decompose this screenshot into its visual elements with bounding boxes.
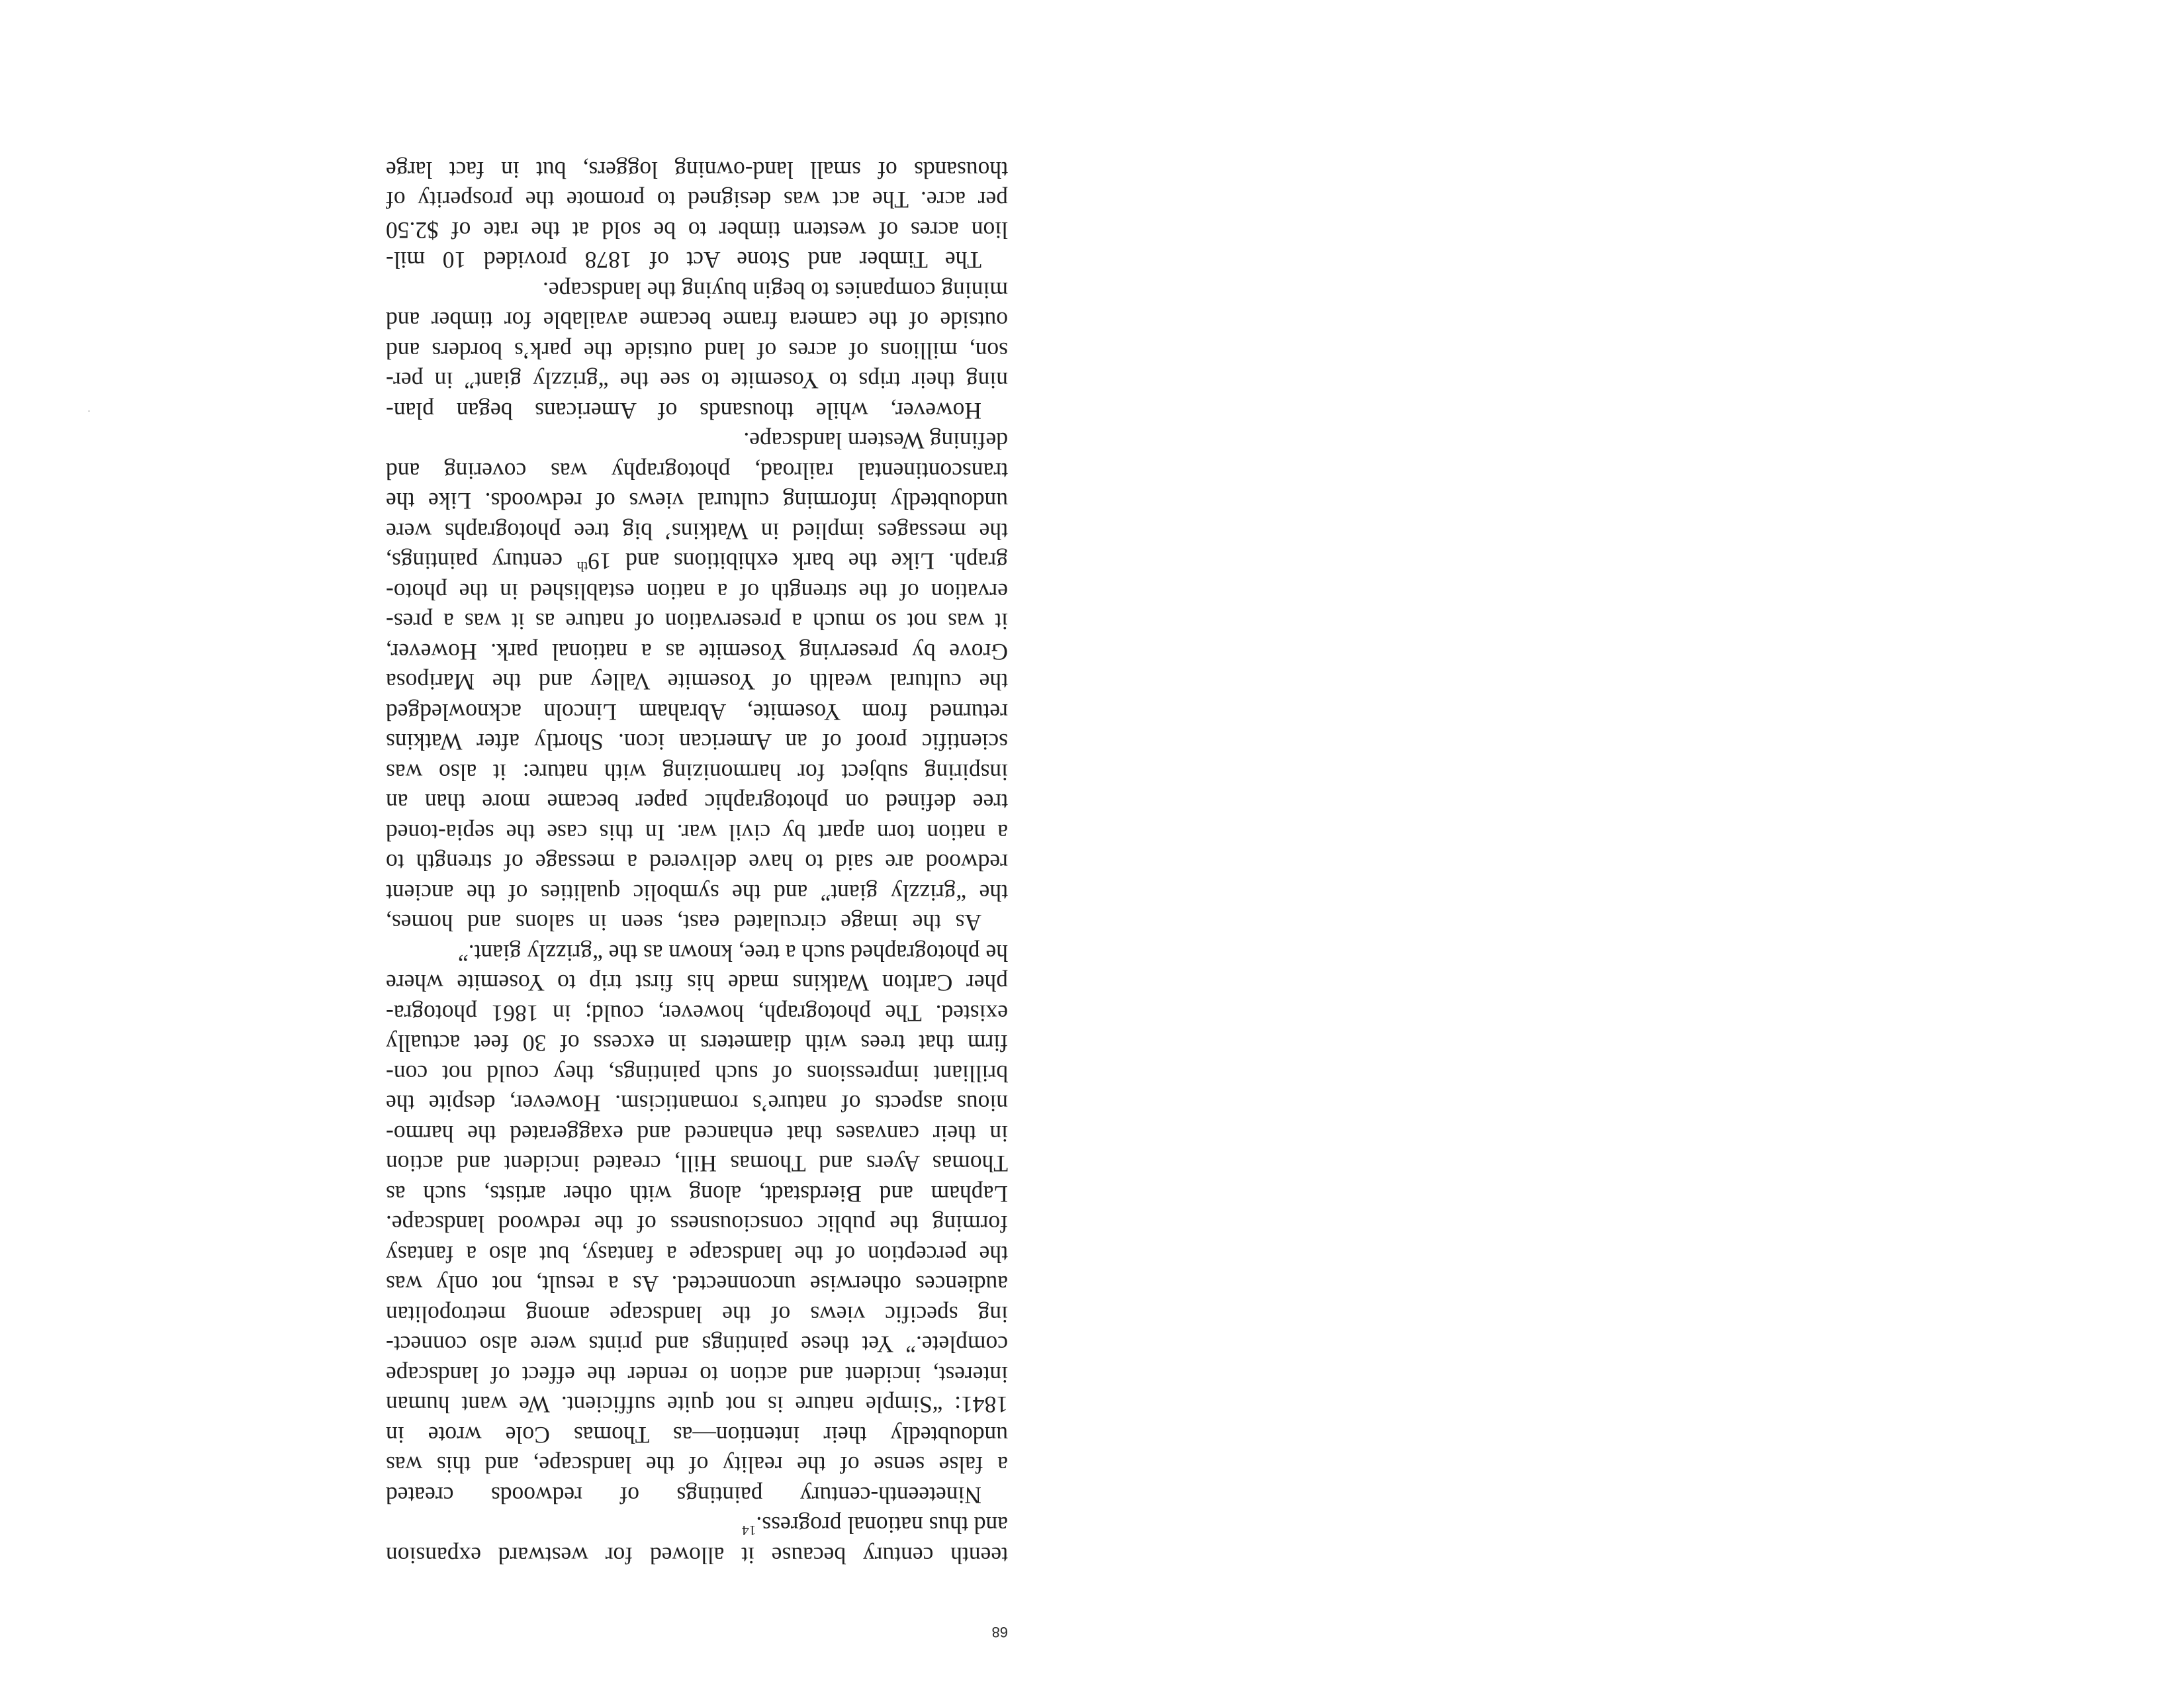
text-line: returned from Yosemite, Abraham Lincoln acknowledged [386, 699, 1008, 726]
text-line: transcontinental railroad, photography was covering and [386, 458, 1008, 485]
scan-speck [88, 410, 90, 412]
paragraph-start-line: Nineteenth-century paintings of redwoods created [386, 1482, 981, 1509]
text-line: defining Western landscape. [743, 428, 1008, 455]
text-line: per acre. The act was designed to promote the prosperity of [386, 187, 1008, 214]
text-line: tree defined on photographic paper became more than an [386, 789, 1008, 816]
text-line: the “grizzly giant” and the symbolic qualities of the ancient [386, 880, 1008, 906]
text-line: complete.” Yet these paintings and prints were also connect- [386, 1331, 1008, 1358]
text-line: outside of the camera frame became available for timber and [386, 307, 1008, 334]
text-line: it was not so much a preservation of nature as it was a pres- [386, 608, 1008, 635]
text-line: scientific proof of an American icon. Shortly after Watkins [386, 729, 1008, 756]
paragraph-start-line: However, while thousands of Americans began plan- [386, 398, 981, 424]
text-line: redwood are said to have delivered a message of strength to [386, 849, 1008, 876]
page-number: 68 [991, 1624, 1008, 1640]
text-line: pher Carlton Watkins made his first trip to Yosemite where [386, 970, 1008, 997]
text-line-tail: century paintings, [386, 548, 577, 575]
text-line: existed. The photograph, however, could; in 1861 photogra- [386, 1000, 1008, 1027]
text-line: undoubtedly informing cultural views of redwoods. Like the [386, 488, 1008, 515]
text-line: lion acres of western timber to be sold at the rate of $2.50 [386, 217, 1008, 244]
text-line [386, 546, 1008, 577]
text-line: he photographed such a tree, known as the “grizzly giant.” [458, 940, 1008, 966]
superscript-th: th [576, 559, 588, 575]
text-line: Grove by preserving Yosemite as a national park. However, [386, 639, 1008, 665]
text-line: ning their trips to Yosemite to see the “grizzly giant” in per- [386, 367, 1008, 395]
text-line: a nation torn apart by civil war. In this case the sepia-toned [386, 820, 1008, 846]
text-line: 1841: “Simple nature is not quite sufficient. We want human [386, 1391, 1008, 1419]
text-column [386, 98, 1008, 1640]
text-line: interest, incident and action to render the effect of landscape [386, 1362, 1008, 1388]
text-line: Lapham and Bierdstadt, along with other artists, such as [386, 1181, 1008, 1207]
text-line: inspiring subject for harmonizing with nature: it also was [386, 759, 1008, 786]
paragraph-start-line: The Timber and Stone Act of 1878 provided 10 mil- [386, 247, 981, 274]
footnote-reference: 14 [742, 1523, 756, 1539]
text-line: son, millions of acres of land outside the park’s borders and [386, 338, 1008, 364]
text-line: the cultural wealth of Yosemite Valley and the Mariposa [386, 669, 1008, 696]
text-line: forming the public consciousness of the redwood landscape. [386, 1211, 1008, 1238]
text-line: firm that trees with diameters in excess of 30 feet actually [386, 1030, 1008, 1057]
paragraph-start-line: As the image circulated east, seen in salons and homes, [386, 910, 981, 937]
text-line: undoubtedly their intention—as Thomas Cole wrote in [386, 1422, 1008, 1448]
text-line: audiences otherwise unconnected. As a result, not only was [386, 1271, 1008, 1298]
text-line: teenth century because it allowed for westward expansion [386, 1542, 1008, 1569]
text-line: nious aspects of nature’s romanticism. However, despite the [386, 1090, 1008, 1117]
text-line: in their canvases that enhanced and exaggerated the harmo- [386, 1121, 1008, 1147]
text-line: a false sense of the reality of the landscape, and this was [386, 1452, 1008, 1479]
text-line: Thomas Ayers and Thomas Hill, created incident and action [386, 1150, 1008, 1178]
text-line-content: graph. Like the bark exhibitions and 19 [588, 548, 1008, 575]
text-line [386, 1510, 1008, 1540]
text-line: thousands of small land-owning loggers, but in fact large [386, 157, 1008, 183]
text-line: ing specific views of the landscape among metropolitan [386, 1301, 1008, 1328]
text-line-content: and thus national progress. [756, 1512, 1008, 1539]
text-line: the perception of the landscape a fantasy, but also a fantasy [386, 1241, 1008, 1268]
text-line: ervation of the strength of a nation established in the photo- [386, 579, 1008, 605]
text-line: brilliant impressions of such paintings, they could not con- [386, 1060, 1008, 1087]
text-line: mining companies to begin buying the landscape. [543, 277, 1008, 304]
text-line: the messages implied in Watkins’ big tree photographs were [386, 518, 1008, 545]
